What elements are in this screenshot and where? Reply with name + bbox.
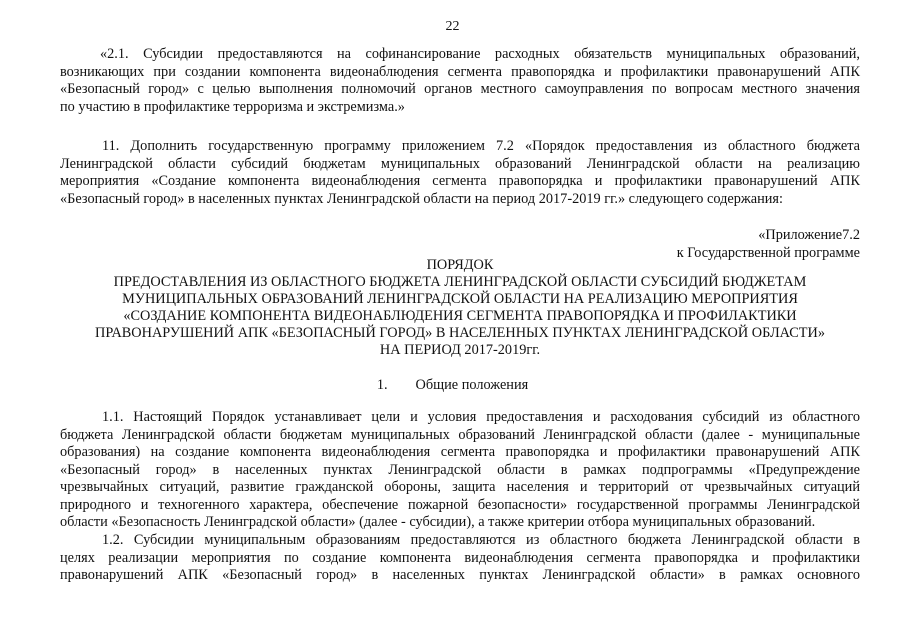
paragraph-1-1 (60, 409, 860, 532)
paragraph-line: 11. Дополнить государственную программу приложением 7.2 «Порядок предоставления из областного бюджета (102, 138, 860, 154)
paragraph-line: «Безопасный город» с целью выполнения полномочий органов местного самоуправления по вопросам местного значения (60, 81, 860, 97)
paragraph-line: «Безопасный город» в населенных пунктах Ленинградской области в рамках подпрограммы «Предупреждение (60, 461, 860, 478)
paragraph-line: 1.1. Настоящий Порядок устанавливает цели и условия предоставления и расходования субсидий из областного (102, 409, 860, 425)
section-heading (0, 376, 905, 394)
section-number: 1. (376, 377, 388, 393)
paragraph-line: целях реализации мероприятия по создание компонента видеонаблюдения сегмента правопорядка и профилактики (60, 549, 860, 566)
paragraph-line: «Безопасный город» в населенных пунктах Ленинградской области на период 2017-2019 гг.» следующего содержания: (60, 190, 783, 207)
paragraph-line: чрезвычайных ситуаций, развитие гражданской обороны, защита населения и территорий от чрезвычайных ситуаций (60, 479, 860, 495)
paragraph-line: 1.2. Субсидии муниципальным образованиям предоставляются из областного бюджета Ленинградской области в (102, 532, 860, 548)
paragraph-line: «2.1. Субсидии предоставляются на софинансирование расходных обязательств муниципальных образований, (100, 46, 860, 62)
paragraph-line: по участию в профилактике терроризма и экстремизма.» (60, 98, 405, 115)
paragraph-line: образования) на создание компонента видеонаблюдения сегмента правопорядка и профилактики правонарушений АПК (60, 444, 860, 460)
paragraph-2-1 (60, 46, 860, 116)
appendix-subtitle: к Государственной программе (676, 245, 860, 261)
paragraph-line: области «Безопасность Ленинградской области» (далее - субсидии), а также критерии отбора муниципальных образований. (60, 514, 816, 530)
title-line: ПОРЯДОК (426, 257, 494, 273)
paragraph-line: мероприятия «Создание компонента видеонаблюдения сегмента правопорядка и профилактики правонарушений АПК (60, 173, 860, 189)
appendix-number: «Приложение7.2 (758, 227, 860, 243)
paragraph-line: природного и техногенного характера, обеспечение пожарной безопасности» государственной программы Ленинградской (60, 496, 860, 513)
page-number: 22 (445, 19, 460, 34)
title-line: НА ПЕРИОД 2017-2019гг. (379, 342, 541, 358)
paragraph-line: возникающих при создании компонента видеонаблюдения сегмента правопорядка и профилактики правонарушений АПК (60, 63, 860, 80)
title-line: ПРАВОНАРУШЕНИЙ АПК «БЕЗОПАСНЫЙ ГОРОД» В НАСЕЛЕННЫХ ПУНКТАХ ЛЕНИНГРАДСКОЙ ОБЛАСТИ» (95, 325, 825, 341)
paragraph-1-2 (60, 532, 860, 585)
title-line: МУНИЦИПАЛЬНЫХ ОБРАЗОВАНИЙ ЛЕНИНГРАДСКОЙ ОБЛАСТИ НА РЕАЛИЗАЦИЮ МЕРОПРИЯТИЯ (122, 291, 798, 307)
paragraph-11 (60, 138, 860, 208)
document-title (40, 257, 880, 359)
paragraph-line: бюджета Ленинградской области бюджетам муниципальных образований Ленинградской области (далее - муниципальные (60, 426, 860, 443)
title-line: ПРЕДОСТАВЛЕНИЯ ИЗ ОБЛАСТНОГО БЮДЖЕТА ЛЕНИНГРАДСКОЙ ОБЛАСТИ СУБСИДИЙ БЮДЖЕТАМ (113, 274, 807, 290)
title-line: «СОЗДАНИЕ КОМПОНЕНТА ВИДЕОНАБЛЮДЕНИЯ СЕГМЕНТА ПРАВОПОРЯДКА И ПРОФИЛАКТИКИ (123, 308, 797, 324)
section-title: Общие положения (415, 377, 529, 393)
paragraph-line: Ленинградской области субсидий бюджетам муниципальных образований Ленинградской области на реализацию (60, 155, 860, 172)
paragraph-line: правонарушений АПК «Безопасный город» в населенных пунктах Ленинградской области» в рамках основного (60, 567, 860, 583)
